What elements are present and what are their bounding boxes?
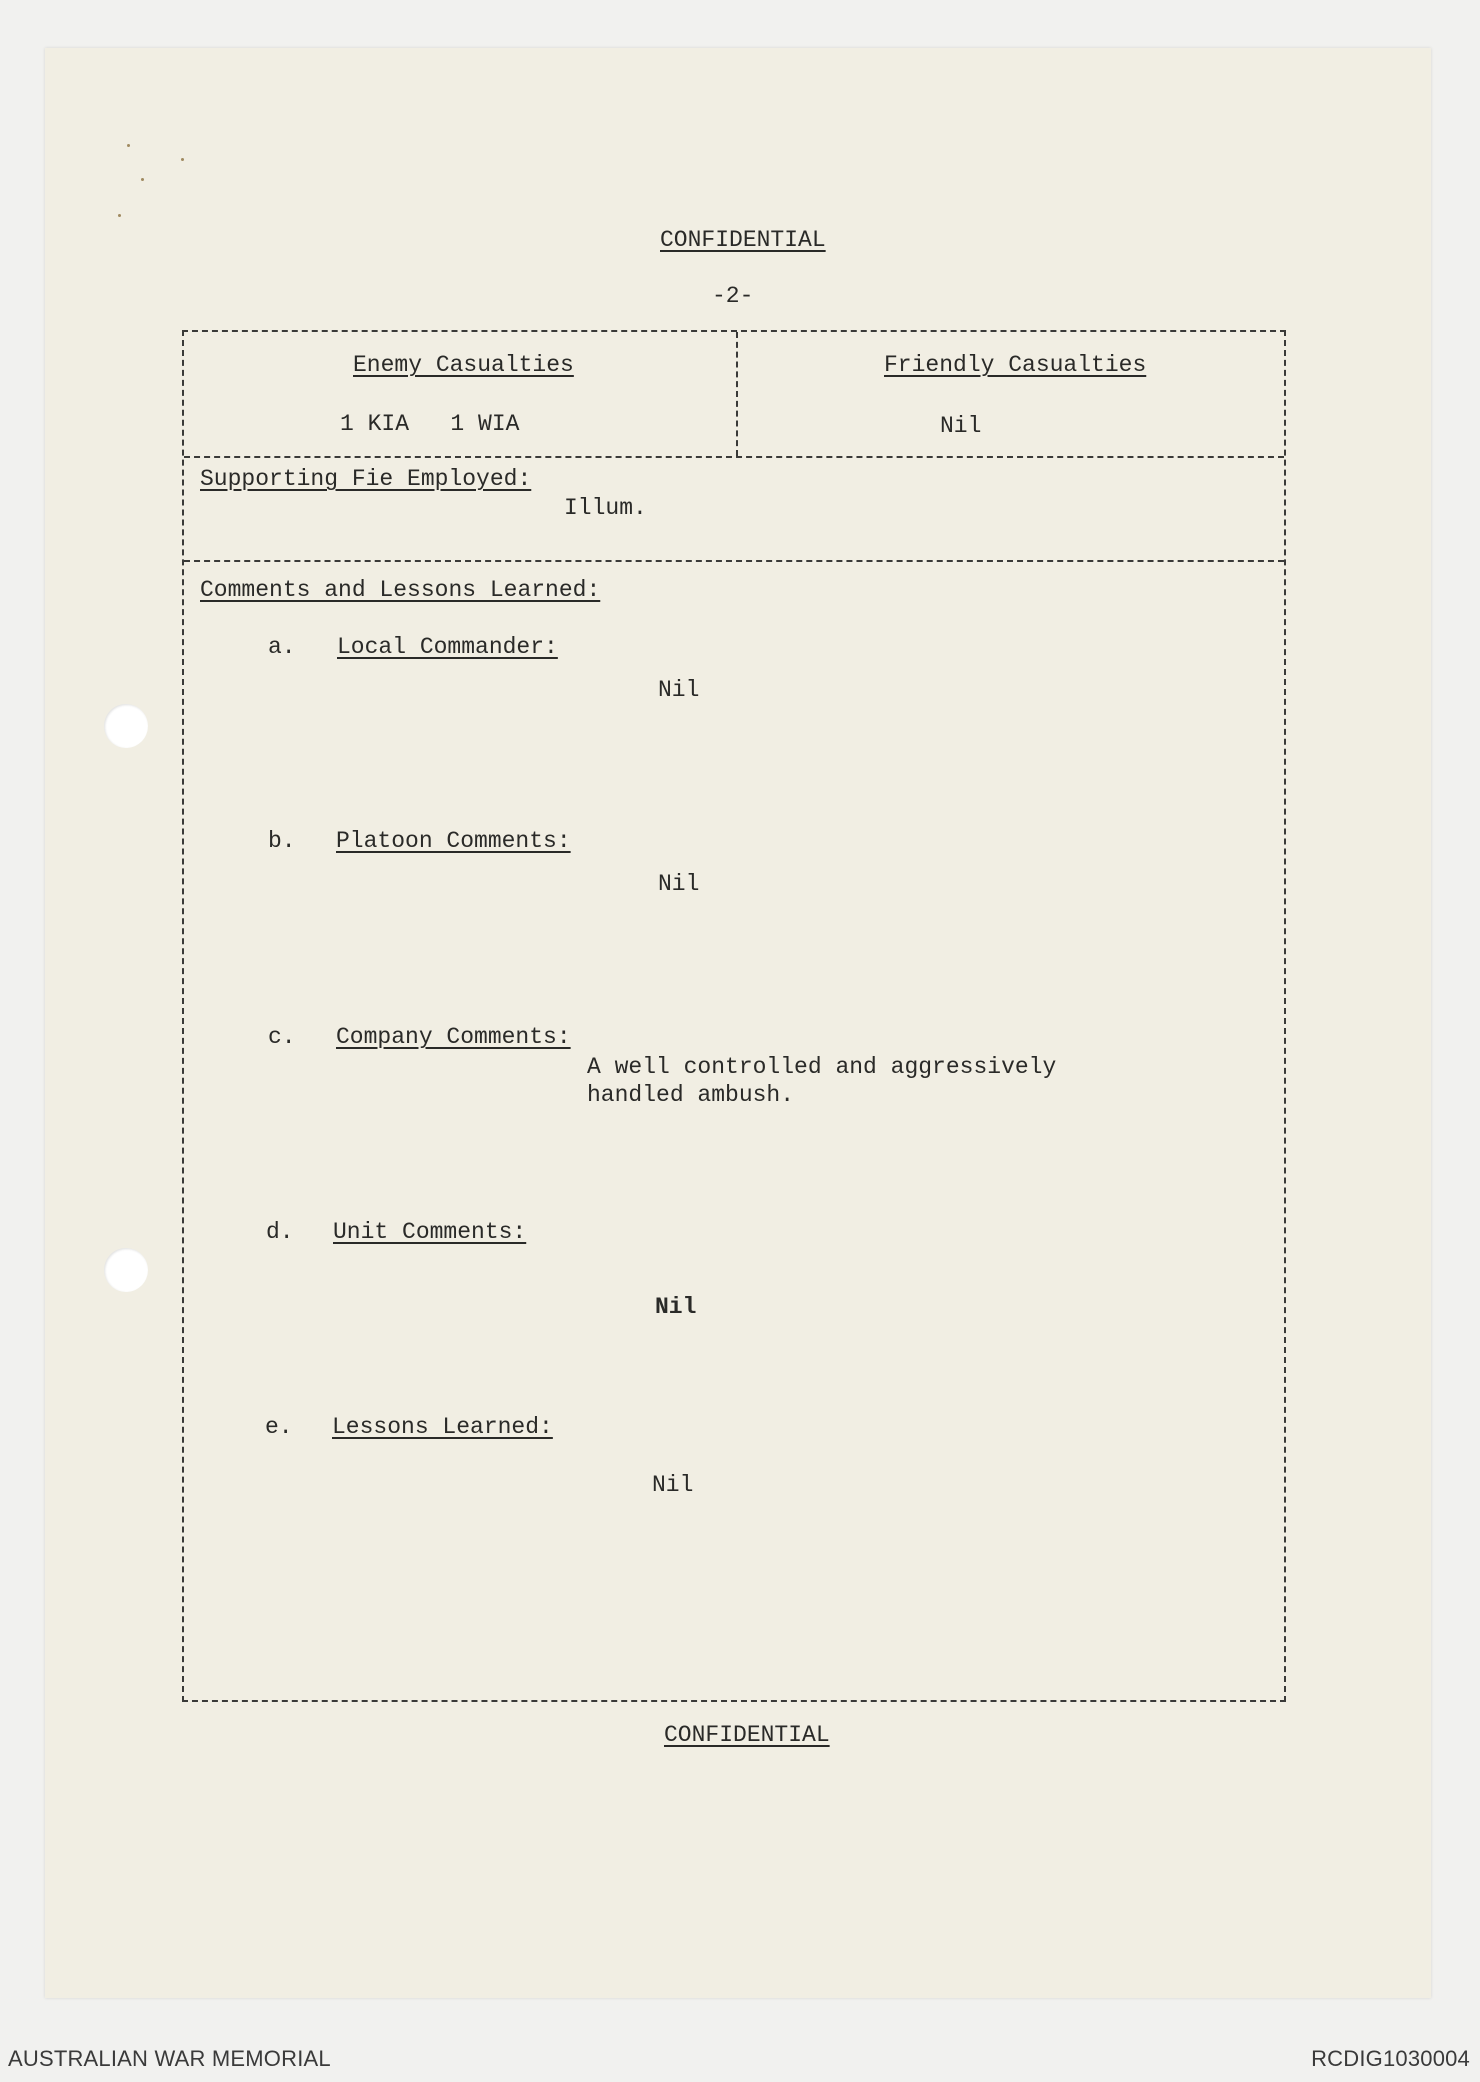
item-letter: c. — [268, 1024, 296, 1050]
supporting-fire-label: Supporting Fie Employed: — [200, 466, 532, 492]
column-divider — [736, 332, 738, 456]
paper-speck — [141, 178, 144, 181]
row-divider — [184, 456, 1284, 458]
header-classification: CONFIDENTIAL — [660, 227, 826, 253]
lessons-learned-label: Lessons Learned: — [332, 1414, 553, 1440]
item-letter: e. — [265, 1414, 293, 1440]
unit-comments-value: Nil — [655, 1294, 697, 1320]
report-table — [182, 330, 1286, 1702]
item-letter: d. — [266, 1219, 294, 1245]
company-comments-label: Company Comments: — [336, 1024, 571, 1050]
row-divider — [184, 560, 1284, 562]
page-number: -2- — [712, 283, 754, 309]
local-commander-label: Local Commander: — [337, 634, 558, 660]
supporting-fire-value: Illum. — [564, 495, 647, 521]
punch-hole-bottom — [104, 1248, 148, 1292]
paper-speck — [118, 214, 121, 217]
friendly-casualties-label: Friendly Casualties — [884, 352, 1147, 378]
friendly-casualties-value: Nil — [940, 413, 982, 439]
punch-hole-top — [104, 704, 148, 748]
platoon-comments-value: Nil — [658, 871, 700, 897]
unit-comments-label: Unit Comments: — [333, 1219, 527, 1245]
credit-institution: AUSTRALIAN WAR MEMORIAL — [8, 2046, 331, 2071]
paper-speck — [127, 144, 130, 147]
company-comments-value: A well controlled and aggressively — [587, 1054, 1057, 1080]
enemy-casualties-value: 1 KIA 1 WIA — [340, 411, 520, 437]
item-letter: a. — [268, 634, 296, 660]
comments-heading: Comments and Lessons Learned: — [200, 577, 601, 603]
lessons-learned-value: Nil — [652, 1472, 694, 1498]
local-commander-value: Nil — [658, 677, 700, 703]
enemy-casualties-label: Enemy Casualties — [353, 352, 574, 378]
footer-classification: CONFIDENTIAL — [664, 1722, 830, 1748]
item-letter: b. — [268, 828, 296, 854]
paper-speck — [181, 158, 184, 161]
platoon-comments-label: Platoon Comments: — [336, 828, 571, 854]
credit-record-id: RCDIG1030004 — [1311, 2046, 1470, 2071]
company-comments-value: handled ambush. — [587, 1082, 795, 1108]
